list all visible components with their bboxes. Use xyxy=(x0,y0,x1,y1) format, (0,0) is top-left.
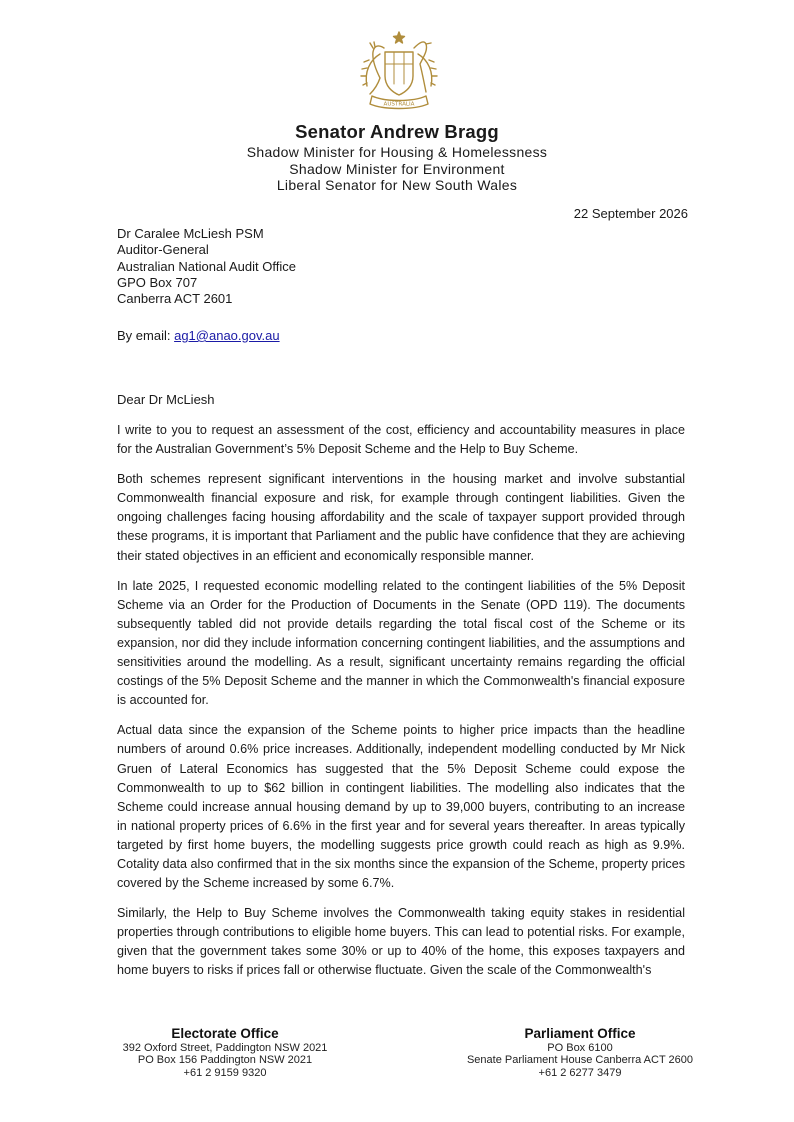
parliament-office-address: Senate Parliament House Canberra ACT 2600 xyxy=(466,1054,694,1067)
electorate-office-title: Electorate Office xyxy=(171,1026,279,1041)
sender-role-housing: Shadow Minister for Housing & Homelessness xyxy=(246,144,548,160)
recipient-address xyxy=(117,226,296,307)
email-prefix: By email: xyxy=(117,328,171,343)
letter-date: 22 September 2026 xyxy=(573,206,688,221)
salutation: Dear Dr McLiesh xyxy=(117,392,215,407)
recipient-title: Auditor-General xyxy=(117,242,209,258)
parliament-office-phone: +61 2 6277 3479 xyxy=(538,1066,622,1079)
crest-motto: AUSTRALIA xyxy=(383,101,415,108)
electorate-office-street: 392 Oxford Street, Paddington NSW 2021 xyxy=(122,1042,328,1054)
paragraph: Both schemes represent significant interventions in the housing market and involve substantial Commonwealth financial exposure and risk, for example through contingent liabilities. Given the ongoing challenges facing housing affordability and the scale of taxpayer support provided through these programs, it is important that Parliament and the public have confidence that they are achieving their stated objectives in an efficient and economically responsible manner. xyxy=(117,472,685,563)
sender-name: Senator Andrew Bragg xyxy=(295,121,499,142)
email-line xyxy=(117,328,280,343)
letter-body xyxy=(117,421,685,992)
letter-footer xyxy=(0,1025,794,1085)
electorate-office-phone: +61 2 9159 9320 xyxy=(183,1066,267,1079)
recipient-name: Dr Caralee McLiesh PSM xyxy=(117,226,264,241)
parliament-office-po-box: PO Box 6100 xyxy=(547,1042,613,1054)
letterhead xyxy=(0,120,794,194)
paragraph: I write to you to request an assessment of the cost, efficiency and accountability measures in place for the Australian Government’s 5% Deposit Scheme and the Help to Buy Scheme. xyxy=(117,423,685,457)
recipient-po-box: GPO Box 707 xyxy=(117,274,198,290)
electorate-office-po-box: PO Box 156 Paddington NSW 2021 xyxy=(137,1054,313,1067)
parliament-office-title: Parliament Office xyxy=(524,1026,636,1041)
paragraph: In late 2025, I requested economic modelling related to the contingent liabilities of the 5% Deposit Scheme via an Order for the Production of Documents in the Senate (OPD 119). The documents subsequently tabled did not provide details regarding the total fiscal cost of the Scheme or its expansion, nor did they include information concerning contingent liabilities, and the assumptions and sensitivities around the modelling. As a result, significant uncertainty remains regarding the official costings of the 5% Deposit Scheme and the manner in which the Commonwealth's financial exposure is accounted for. xyxy=(117,578,685,708)
crest-icon xyxy=(340,26,458,112)
email-link[interactable]: ag1@anao.gov.au xyxy=(174,328,280,343)
electorate-office xyxy=(100,1025,350,1079)
sender-role-environment: Shadow Minister for Environment xyxy=(289,160,505,177)
coat-of-arms-emblem xyxy=(340,26,458,112)
paragraph: Similarly, the Help to Buy Scheme involves the Commonwealth taking equity stakes in residential properties through contributions to eligible home buyers. This can lead to potential risks. For example, given that the government takes some 30% or up to 40% of the home, this exposes taxpayers and home buyers to risks if prices fall or otherwise fluctuate. Given the scale of the Commonwealth's xyxy=(117,906,685,978)
recipient-organisation: Australian National Audit Office xyxy=(117,258,296,274)
paragraph: Actual data since the expansion of the Scheme points to higher price impacts than the headline numbers of around 0.6% price increases. Additionally, independent modelling conducted by Mr Nick Gruen of Lateral Economics has suggested that the 5% Deposit Scheme could expose the Commonwealth to up to $62 billion in contingent liabilities. The modelling also indicates that the Scheme could increase annual housing demand by up to 39,000 buyers, contributing to an increase in national property prices of 6.6% in the first year and for several years thereafter. In areas typically targeted by first home buyers, the modelling suggests price growth could reach as high as 9.9%. Cotality data also confirmed that in the six months since the expansion of the Scheme, property prices covered by the Scheme increased by some 6.7%. xyxy=(117,723,685,891)
parliament-office xyxy=(440,1025,720,1079)
sender-role-senator: Liberal Senator for New South Wales xyxy=(276,177,518,193)
recipient-city: Canberra ACT 2601 xyxy=(117,291,233,307)
